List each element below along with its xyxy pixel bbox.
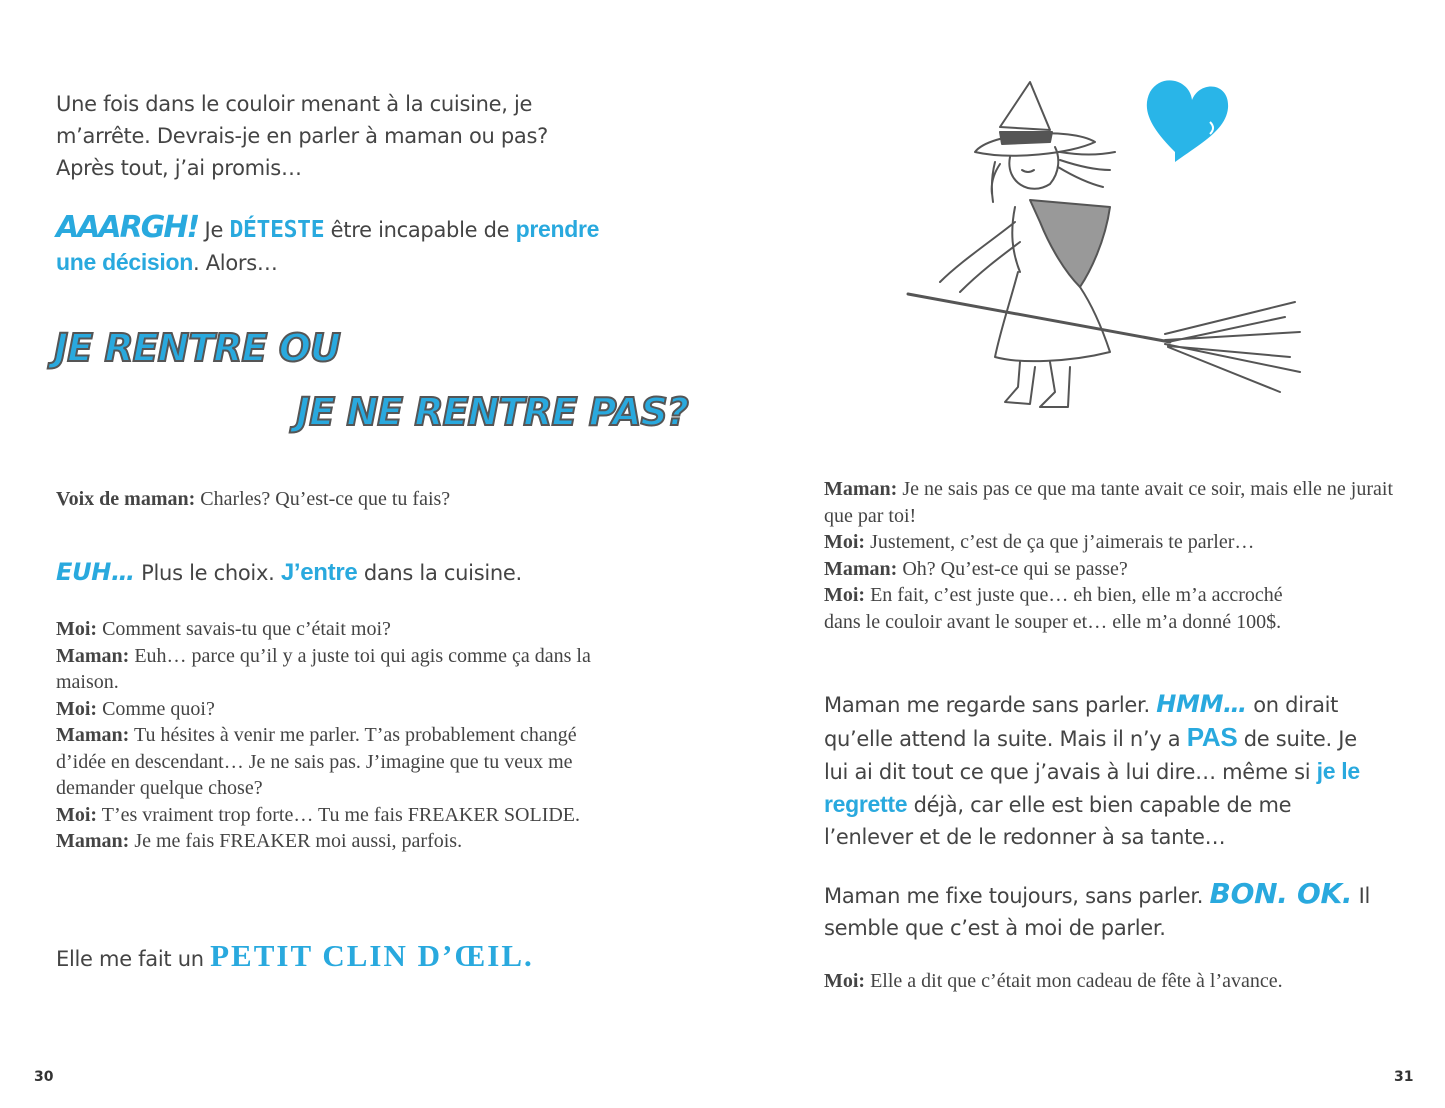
line-text: T’es vraiment trop forte… Tu me fais FREAKER SOLIDE. <box>97 803 581 826</box>
left-dialogue <box>56 616 626 855</box>
headline-line-1: JE RENTRE OU <box>54 326 340 370</box>
line-text: Justement, c’est de ça que j’aimerais te parler… <box>865 531 1255 553</box>
right-dialogue <box>824 476 1404 635</box>
aaargh-shout: AAARGH! <box>56 210 199 245</box>
line-text: Oh? Qu’est-ce qui se passe? <box>897 557 1128 580</box>
line-text: Euh… parce qu’il y a juste toi qui agis comme ça dans la maison. <box>56 644 591 693</box>
text-span: Il semble que c’est à moi de parler. <box>824 884 1371 940</box>
text-span: déjà, car elle est bien capable de me l’enlever et de le redonner à sa tante… <box>824 793 1292 849</box>
speaker: Maman: <box>56 830 130 852</box>
text-span: Je <box>198 218 230 242</box>
speaker: Moi: <box>824 970 866 992</box>
text-span: on dirait qu’elle attend la suite. Mais il n’y a <box>824 693 1339 751</box>
line-text: Je ne sais pas ce que ma tante avait ce soir, mais elle ne jurait que par toi! <box>824 478 1394 527</box>
line-text: Comme quoi? <box>97 697 215 720</box>
speaker: Maman: <box>56 644 130 667</box>
headline-line-2: JE NE RENTRE PAS? <box>296 390 688 434</box>
dialogue-line <box>56 616 626 643</box>
hmm-shout: HMM… <box>1156 690 1247 718</box>
dialogue-line <box>56 722 626 802</box>
text-span: dans la cuisine. <box>357 561 522 585</box>
line-text: Je me fais FREAKER moi aussi, parfois. <box>129 830 463 852</box>
speaker: Moi: <box>56 803 98 826</box>
text-span: Plus le choix. <box>134 561 281 585</box>
dialogue-line <box>824 582 1304 635</box>
dialogue-line <box>56 643 626 696</box>
heart-icon <box>1147 80 1228 162</box>
left-paragraph-1: Une fois dans le couloir menant à la cuisine, je m’arrête. Devrais-je en parler à maman ou pas? Après tout, j’ai promis… <box>56 92 548 180</box>
line-text: Charles? Qu’est-ce que tu fais? <box>195 488 451 510</box>
euh-paragraph <box>56 556 636 589</box>
je-le-regrette: je le regrette <box>824 758 1360 817</box>
petit-clin-doeil: PETIT CLIN D’ŒIL. <box>210 938 534 973</box>
dialogue-line <box>824 476 1404 529</box>
left-paragraph-2 <box>56 212 616 279</box>
text-span: de suite. Je lui ai dit tout ce que j’avais à lui dire… même si <box>824 727 1357 784</box>
page-number-left: 30 <box>34 1069 54 1085</box>
dialogue-line <box>56 828 626 855</box>
prendre-decision: prendre une décision <box>56 216 600 275</box>
speaker: Maman: <box>824 478 898 500</box>
line-text: Comment savais-tu que c’était moi? <box>97 618 391 640</box>
dialogue-line <box>56 802 626 829</box>
text-span: Elle me fait un <box>56 947 211 971</box>
speaker: Maman: <box>56 724 130 746</box>
speaker: Voix de maman: <box>56 488 196 510</box>
bon-ok-shout: BON. OK. <box>1209 877 1353 910</box>
dialogue-line <box>56 696 626 723</box>
clin-doeil-line <box>56 940 656 975</box>
text-span: . Alors… <box>192 251 278 275</box>
dialogue-line <box>824 556 1404 583</box>
dialogue-line <box>824 529 1404 556</box>
right-paragraph-2 <box>824 688 1369 853</box>
deteste-word: DÉTESTE <box>229 217 325 243</box>
voix-de-maman-line <box>56 486 636 513</box>
line-text: En fait, c’est juste que… eh bien, elle m’a accroché dans le couloir avant le souper et… elle m’a donné 100$. <box>824 584 1283 633</box>
speaker: Moi: <box>824 531 866 553</box>
right-paragraph-3 <box>824 878 1384 944</box>
witch-on-broom-with-heart-icon <box>900 72 1320 422</box>
text-span: être incapable de <box>324 218 516 242</box>
speaker: Moi: <box>56 697 98 720</box>
page-number-right: 31 <box>1394 1069 1414 1085</box>
speaker: Moi: <box>56 618 98 640</box>
jentre-word: J’entre <box>280 559 358 586</box>
text-span: Maman me regarde sans parler. <box>824 693 1157 717</box>
line-text: Elle a dit que c’était mon cadeau de fête à l’avance. <box>865 970 1283 992</box>
pas-word: PAS <box>1186 722 1238 752</box>
line-text: Tu hésites à venir me parler. T’as probablement changé d’idée en descendant… Je ne sais pas. J’imagine que tu veux me demander quelque chose? <box>56 724 577 799</box>
right-final-line <box>824 968 1344 995</box>
speaker: Moi: <box>824 584 866 606</box>
text-span: Maman me fixe toujours, sans parler. <box>824 884 1210 908</box>
euh-shout: EUH… <box>56 558 135 586</box>
speaker: Maman: <box>824 557 898 580</box>
